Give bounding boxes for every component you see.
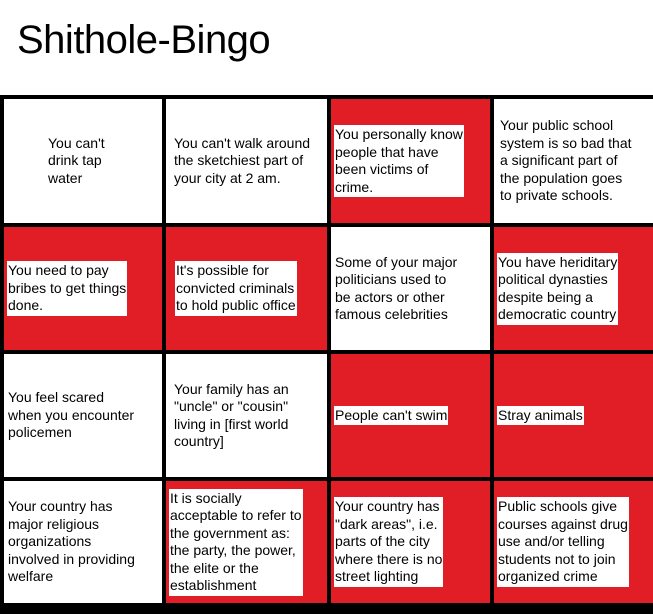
- bingo-grid: [0, 95, 653, 614]
- bingo-cell-text: It's possible for convicted criminals to hold public office: [176, 262, 296, 314]
- page-title: Shithole-Bingo: [17, 18, 271, 62]
- bingo-cell-text: Your family has an "uncle" or "cousin" living in [first world country]: [174, 380, 289, 449]
- bingo-cell-text: Your country has major religious organizations involved in providing welfare: [8, 498, 135, 585]
- bingo-cell-text: Some of your major politicians used to be actors or other famous celebrities: [335, 253, 458, 322]
- bingo-cell: [4, 99, 162, 223]
- bingo-cell-text: Public schools give courses against drug use and/or telling students not to join organized crime: [498, 498, 628, 585]
- bingo-cell: [4, 481, 162, 603]
- bingo-cell: [331, 227, 490, 350]
- bingo-cell-text: Your public school system is so bad that a significant part of the population goes to private schools.: [500, 117, 632, 204]
- bingo-cell: [331, 99, 490, 223]
- bingo-cell: [4, 227, 162, 350]
- bingo-cell-text: You need to pay bribes to get things done.: [8, 262, 127, 314]
- bingo-cell: [166, 227, 327, 350]
- bingo-cell: [494, 354, 653, 477]
- bingo-cell: [166, 99, 327, 223]
- bingo-cell-text: You can't drink tap water: [48, 134, 105, 186]
- bingo-cell: [166, 481, 327, 603]
- bingo-cell: [494, 99, 653, 223]
- bingo-cell: [494, 227, 653, 350]
- bingo-cell-text: People can't swim: [335, 406, 448, 423]
- bingo-cell: [494, 481, 653, 603]
- bingo-cell: [4, 354, 162, 477]
- bingo-cell-text: Your country has "dark areas", i.e. parts of the city where there is no street lighting: [335, 498, 443, 585]
- bingo-cell-text: You personally know people that have been victims of crime.: [335, 126, 463, 195]
- bingo-cell-text: You feel scared when you encounter policemen: [8, 389, 135, 441]
- bingo-cell-text: It is socially acceptable to refer to the government as: the party, the power, the elite or the establishment: [170, 489, 302, 593]
- bingo-cell-text: You can't walk around the sketchiest part of your city at 2 am.: [174, 134, 311, 186]
- bingo-cell: [331, 481, 490, 603]
- bingo-cell: [166, 354, 327, 477]
- bingo-cell-text: Stray animals: [498, 406, 583, 423]
- bingo-cell: [331, 354, 490, 477]
- bingo-cell-text: You have heriditary political dynasties despite being a democratic country: [498, 253, 618, 322]
